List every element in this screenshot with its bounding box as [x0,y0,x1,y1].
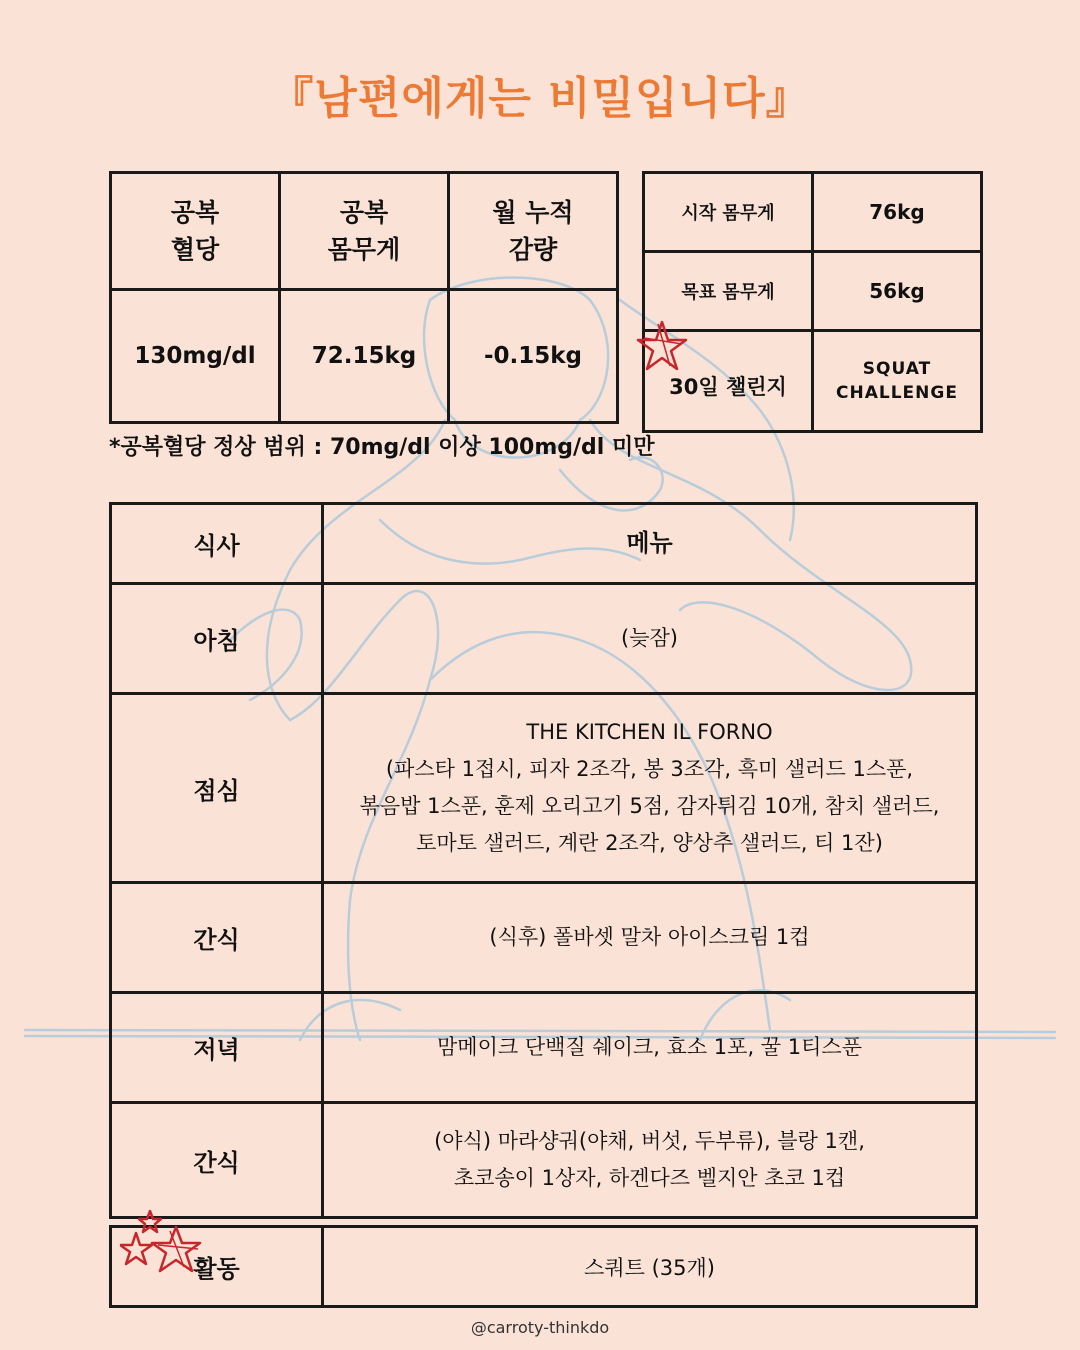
stats-table [109,171,619,424]
meal-late-snack: 간식 [111,1103,323,1218]
target-weight-value: 56kg [813,252,982,331]
stats-header-monthly-loss [449,173,618,290]
menu-line: 볶음밥 1스푼, 훈제 오리고기 5점, 감자튀김 10개, 참치 샐러드, [359,794,940,818]
menu-line: 맘메이크 단백질 쉐이크, 효소 1포, 꿀 1티스푼 [437,1035,862,1059]
menu-column-header: 메뉴 [323,504,977,584]
fasting-weight-value: 72.15kg [280,290,449,423]
header-line: 혈당 [170,235,220,264]
challenge-line: SQUAT [862,359,932,379]
meal-lunch: 점심 [111,694,323,883]
menu-breakfast [323,584,977,694]
menu-line: 초코송이 1상자, 하겐다즈 벨지안 초코 1컵 [453,1166,846,1190]
page-title: 『남편에게는 비밀입니다』 [269,73,811,124]
target-weight-label: 목표 몸무게 [644,252,813,331]
challenge-value [813,331,982,432]
stats-header-fasting-weight [280,173,449,290]
menu-late-snack [323,1103,977,1218]
monthly-loss-value: -0.15kg [449,290,618,423]
menu-line: THE KITCHEN IL FORNO [526,720,773,744]
activity-value: 스쿼트 (35개) [323,1227,977,1307]
start-weight-value: 76kg [813,173,982,252]
header-line: 공복 [170,198,220,227]
challenge-label: 30일 챌린지 [644,331,813,432]
menu-snack [323,883,977,993]
meal-column-header: 식사 [111,504,323,584]
header-line: 월 누적 [492,198,574,227]
menu-line: (야식) 마라샹궈(야채, 버섯, 두부류), 블랑 1캔, [434,1129,865,1153]
activity-label: 활동 [111,1227,323,1307]
goal-table [642,171,983,433]
menu-line: (파스타 1접시, 피자 2조각, 봉 3조각, 흑미 샐러드 1스푼, [385,757,914,781]
menu-line: 토마토 샐러드, 계란 2조각, 양상추 샐러드, 티 1잔) [416,831,883,855]
meal-snack: 간식 [111,883,323,993]
activity-table [109,1225,978,1308]
header-line: 몸무게 [327,235,401,264]
header-line: 공복 [339,198,389,227]
menu-lunch [323,694,977,883]
stats-header-fasting-glucose [111,173,280,290]
challenge-line: CHALLENGE [836,383,958,403]
menu-dinner [323,993,977,1103]
menu-line: (늦잠) [621,626,678,650]
fasting-glucose-value: 130mg/dl [111,290,280,423]
start-weight-label: 시작 몸무게 [644,173,813,252]
author-credit: @carroty-thinkdo [470,1318,610,1337]
meal-table [109,502,978,1219]
header-line: 감량 [508,235,558,264]
meal-breakfast: 아침 [111,584,323,694]
menu-line: (식후) 폴바셋 말차 아이스크림 1컵 [489,925,810,949]
glucose-range-note: *공복혈당 정상 범위 : 70mg/dl 이상 100mg/dl 미만 [109,435,655,460]
meal-dinner: 저녁 [111,993,323,1103]
